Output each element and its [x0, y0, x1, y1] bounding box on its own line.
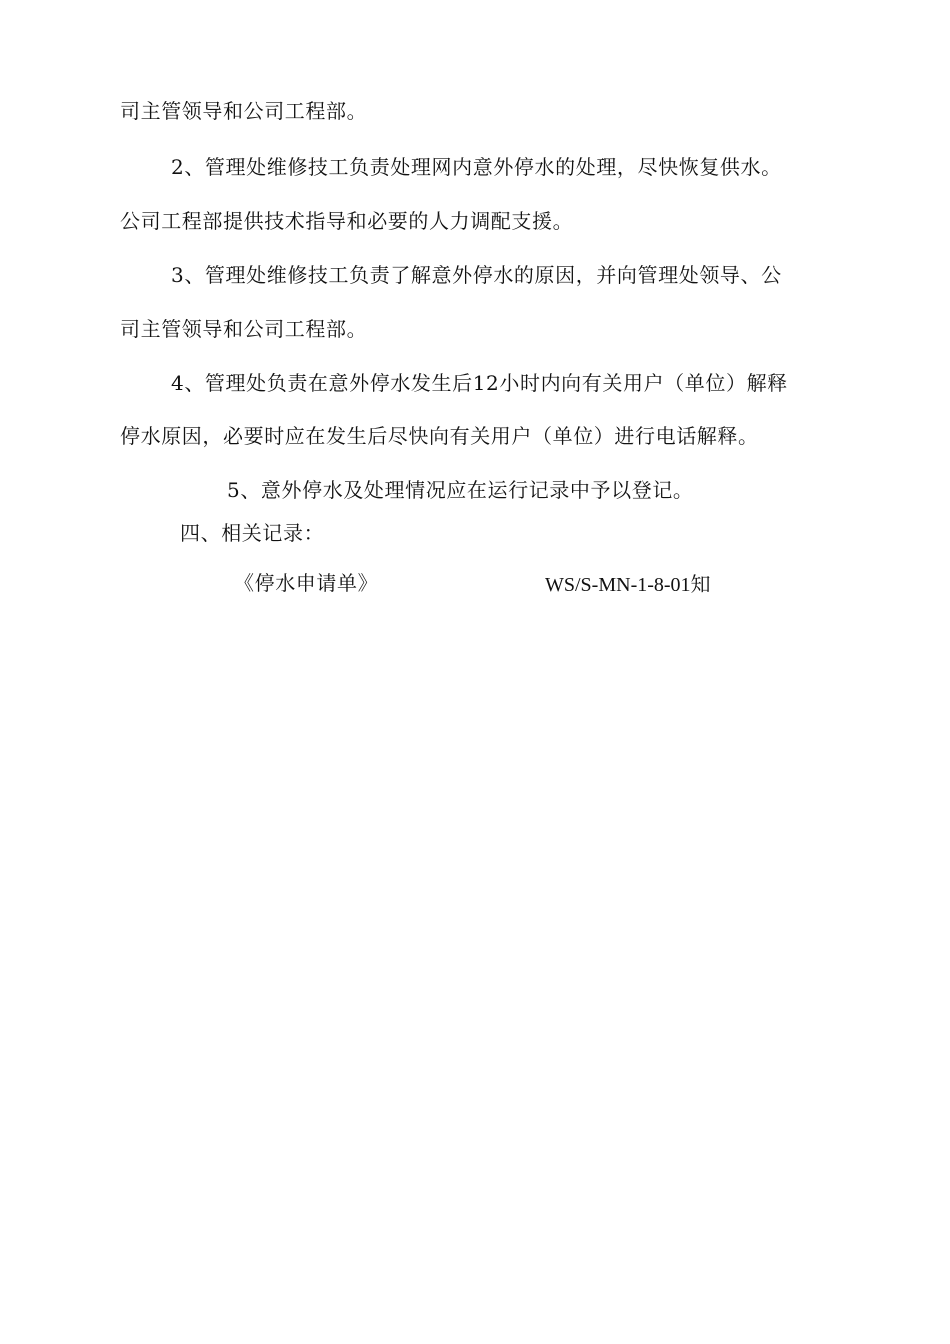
paragraph-line: 2、管理处维修技工负责处理网内意外停水的处理，尽快恢复供水。 — [171, 155, 782, 179]
record-code: WS/S-MN-1-8-01知 — [545, 574, 711, 596]
record-name: 《停水申请单》 — [234, 571, 379, 595]
paragraph-line: 停水原因，必要时应在发生后尽快向有关用户（单位）进行电话解释。 — [120, 424, 759, 448]
paragraph-line: 司主管领导和公司工程部。 — [120, 317, 368, 341]
paragraph-line: 3、管理处维修技工负责了解意外停水的原因，并向管理处领导、公 — [171, 263, 782, 287]
section-heading: 四、相关记录： — [180, 521, 325, 545]
paragraph-line: 4、管理处负责在意外停水发生后12小时内向有关用户（单位）解释 — [171, 371, 788, 395]
paragraph-line: 5、意外停水及处理情况应在运行记录中予以登记。 — [227, 478, 694, 502]
paragraph-line: 公司工程部提供技术指导和必要的人力调配支援。 — [120, 209, 574, 233]
paragraph-line: 司主管领导和公司工程部。 — [120, 99, 368, 123]
